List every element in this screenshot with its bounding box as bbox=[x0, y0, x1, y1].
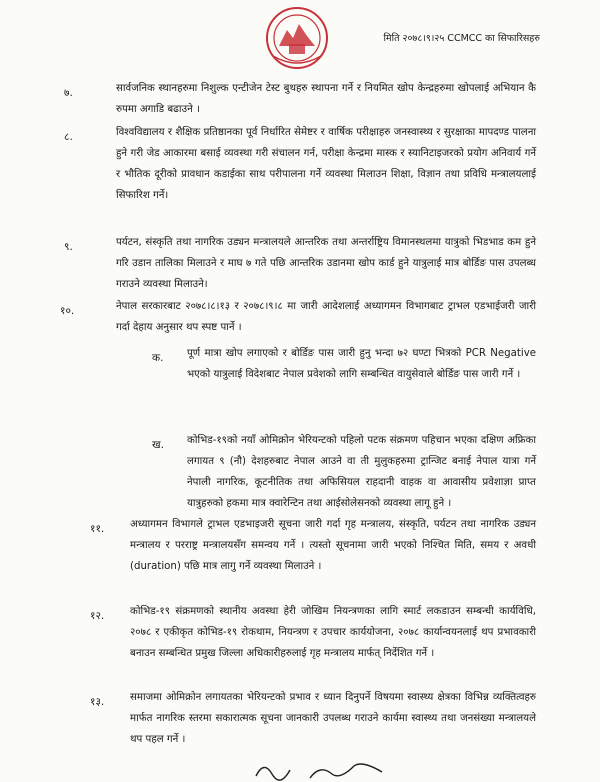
item-text: विश्वविद्यालय र शैक्षिक प्रतिष्ठानका पूर्व निर्धारित सेमेष्टर र वार्षिक परीक्षाहरु जनस्वास्थ्य र सुरक्षाका मापदण्ड पालना हुने गरी जेड आकारमा बसाई व्यवस्था गरी संचालन गर्न, परीक्षा केन्द्रमा मास्क र स्यानिटाइजरको प्रयोग अनिवार्य गर्ने र भौतिक दूरीको प्रावधान कडाईका साथ परीपालना गर्ने व्यवस्था मिलाउन शिक्षा, विज्ञान तथा प्रविधि मन्त्रालयलाई सिफारिश गर्ने। bbox=[116, 127, 536, 201]
item-text: पर्यटन, संस्कृति तथा नागरिक उड्यन मन्त्रालयले आन्तरिक तथा अन्तर्राष्ट्रिय विमानस्थलमा यात्रुको भिडभाड कम हुने गरि उडान तालिका मिलाउने र माघ ७ गते पछि आन्तरिक उडानमा खोप कार्ड हुने यात्रुलाई मात्र बोर्डिङ पास उपलब्ध गराउने व्यवस्था मिलाउने। bbox=[116, 237, 536, 290]
item-text: समाजमा ओमिक्रोन लगायतका भेरियन्टको प्रभाव र ध्यान दिनुपर्ने विषयमा स्वास्थ्य क्षेत्रका विभिन्न व्यक्तित्वहरु मार्फत नागरिक स्तरमा सकारात्मक सूचना जानकारी उपलब्ध गराउने कार्यमा स्वास्थ्य तथा जनसंख्या मन्त्रालयले थप पहल गर्ने । bbox=[130, 692, 536, 745]
item-text: सार्वजनिक स्थानहरुमा निशुल्क एन्टीजेन टेस्ट बुथहरु स्थापना गर्ने र नियमित खोप केन्द्रहरुमा खोपलाई अभियान कै रुपमा अगाडि बढाउने । bbox=[116, 83, 536, 115]
item-number: ७. bbox=[64, 87, 73, 99]
item-number: ११. bbox=[90, 523, 105, 535]
handwritten-signature bbox=[250, 756, 390, 782]
government-seal-icon bbox=[265, 6, 329, 70]
item-number: १३. bbox=[90, 696, 105, 708]
item-number: ८. bbox=[64, 131, 73, 143]
subitem-text: पूर्ण मात्रा खोप लगाएको र बोर्डिङ पास जारी हुनु भन्दा ७२ घण्टा भित्रको PCR Negative भएको यात्रुलाई विदेशबाट नेपाल प्रवेशको लागि सम्बन्धित वायुसेवाले बोर्डिङ पास जारी गर्ने । bbox=[187, 348, 536, 380]
subitem-label: क. bbox=[152, 352, 164, 364]
item-text: अध्यागमन विभागले ट्राभल एडभाइजरी सूचना जारी गर्दा गृह मन्त्रालय, संस्कृति, पर्यटन तथा नागरिक उड्यन मन्त्रालय र परराष्ट्र मन्त्रालयसँग समन्वय गर्ने । त्यस्तो सूचनामा जारी भएको निश्चित मिति, समय र अवधी (duration) पछि मात्र लागु गर्ने व्यवस्था मिलाउने । bbox=[130, 519, 536, 572]
item-number: १०. bbox=[60, 305, 75, 317]
item-text: नेपाल सरकारबाट २०७८।८।१३ र २०७८।९।८ मा जारी आदेशलाई अध्यागमन विभागबाट ट्राभल एडभाईजरी जारी गर्दा देहाय अनुसार थप स्पष्ट पार्ने । bbox=[116, 301, 536, 333]
document-header-meta: मिति २०७८।९।२५ CCMCC का सिफारिसहरु bbox=[383, 33, 540, 44]
subitem-label: ख. bbox=[152, 439, 164, 451]
item-number: १२. bbox=[90, 610, 105, 622]
subitem-text: कोभिड-१९को नयाँ ओमिक्रोन भेरियन्टको पहिलो पटक संक्रमण पहिचान भएका दक्षिण अफ्रिका लगायत ९ (नौ) देशहरुबाट नेपाल आउने वा ती मुलुकहरुमा ट्रान्जिट बनाई नेपाल यात्रा गर्ने नेपाली नागरिक, कूटनीतिक तथा अफिसियल राहदानी वाहक वा आवासीय प्रवेशाज्ञा प्राप्त यात्रुहरुको हकमा मात्र क्वारेन्टिन तथा आईसोलेसनको व्यवस्था लागू हुने । bbox=[187, 435, 536, 509]
item-text: कोभिड-१९ संक्रमणको स्थानीय अवस्था हेरी जोखिम नियन्त्रणका लागि स्मार्ट लकडाउन सम्बन्धी कार्यविधि, २०७८ र एकीकृत कोभिड-१९ रोकथाम, नियन्त्रण र उपचार कार्ययोजना, २०७८ कार्यान्वयनलाई थप प्रभावकारी बनाउन सम्बन्धित प्रमुख जिल्ला अधिकारीहरुलाई गृह मन्त्रालय मार्फत् निर्देशित गर्ने । bbox=[130, 606, 536, 659]
item-number: ९. bbox=[64, 241, 73, 253]
